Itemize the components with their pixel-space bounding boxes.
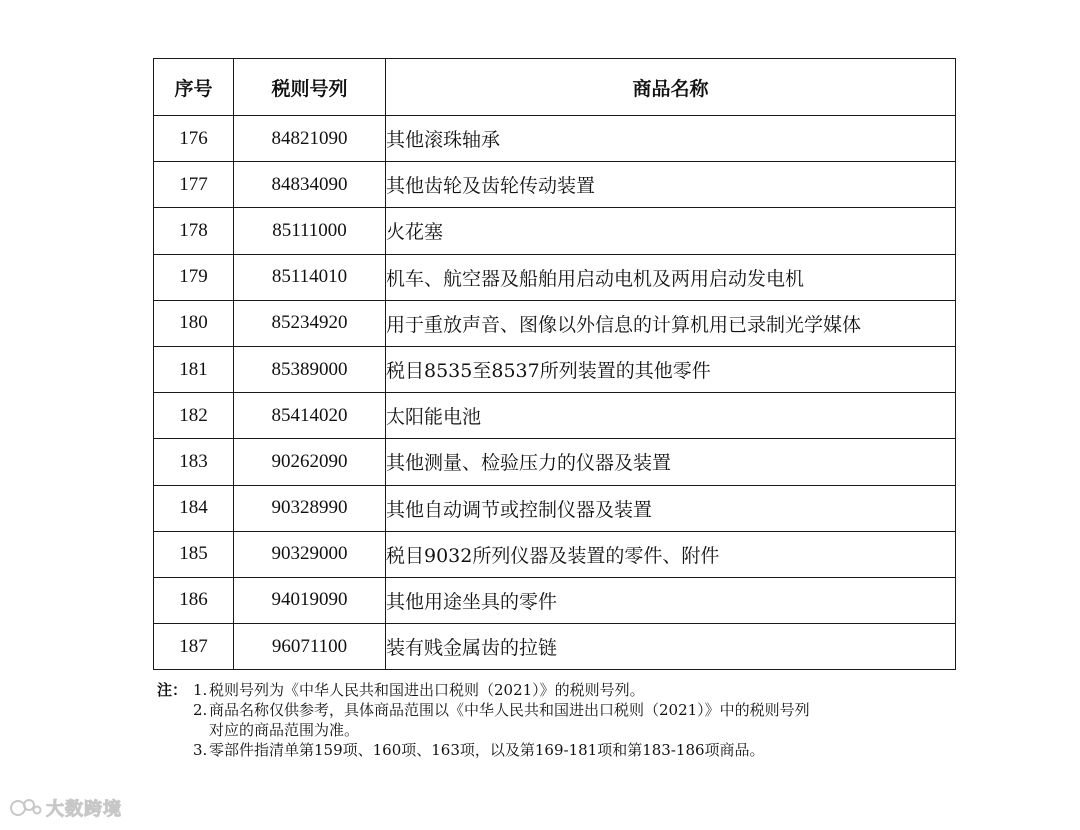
table-row <box>154 300 956 346</box>
note-number: 2. <box>193 701 208 719</box>
cell-seq: 178 <box>154 208 234 254</box>
brand-logo-icon <box>10 797 42 819</box>
cell-seq: 180 <box>154 300 234 346</box>
note-item <box>157 680 957 700</box>
cell-name: 税目9032所列仪器及装置的零件、附件 <box>386 531 956 577</box>
cell-code: 90262090 <box>234 439 386 485</box>
note-item <box>157 740 957 760</box>
table-row <box>154 485 956 531</box>
cell-seq: 186 <box>154 577 234 623</box>
cell-seq: 183 <box>154 439 234 485</box>
table-row <box>154 439 956 485</box>
cell-seq: 179 <box>154 254 234 300</box>
table-row <box>154 254 956 300</box>
notes-label: 注： <box>157 681 188 699</box>
notes-section <box>157 680 957 760</box>
cell-name: 其他用途坐具的零件 <box>386 577 956 623</box>
cell-name: 税目8535至8537所列装置的其他零件 <box>386 346 956 392</box>
header-seq: 序号 <box>154 59 234 116</box>
cell-name: 其他齿轮及齿轮传动装置 <box>386 162 956 208</box>
note-continuation <box>157 720 957 740</box>
cell-seq: 181 <box>154 346 234 392</box>
tariff-table-container <box>153 58 955 670</box>
cell-seq: 185 <box>154 531 234 577</box>
table-row <box>154 531 956 577</box>
cell-code: 85234920 <box>234 300 386 346</box>
cell-name: 机车、航空器及船舶用启动电机及两用启动发电机 <box>386 254 956 300</box>
cell-name: 其他滚珠轴承 <box>386 116 956 162</box>
cell-name: 装有贱金属齿的拉链 <box>386 624 956 670</box>
cell-name: 太阳能电池 <box>386 393 956 439</box>
cell-code: 94019090 <box>234 577 386 623</box>
header-name: 商品名称 <box>386 59 956 116</box>
cell-seq: 184 <box>154 485 234 531</box>
cell-code: 90328990 <box>234 485 386 531</box>
cell-name: 用于重放声音、图像以外信息的计算机用已录制光学媒体 <box>386 300 956 346</box>
watermark-text: 大数跨境 <box>46 799 122 820</box>
table-row <box>154 346 956 392</box>
cell-code: 84821090 <box>234 116 386 162</box>
table-row <box>154 208 956 254</box>
note-text: 税则号列为《中华人民共和国进出口税则（2021）》的税则号列。 <box>209 681 645 699</box>
cell-code: 85389000 <box>234 346 386 392</box>
cell-seq: 176 <box>154 116 234 162</box>
cell-code: 96071100 <box>234 624 386 670</box>
cell-code: 85414020 <box>234 393 386 439</box>
note-text-cont: 对应的商品范围为准。 <box>209 721 360 739</box>
note-number: 1. <box>193 681 208 699</box>
cell-name: 其他测量、检验压力的仪器及装置 <box>386 439 956 485</box>
table-row <box>154 577 956 623</box>
cell-seq: 187 <box>154 624 234 670</box>
note-text: 商品名称仅供参考，具体商品范围以《中华人民共和国进出口税则（2021）》中的税则号列 <box>209 701 810 719</box>
note-text: 零部件指清单第159项、160项、163项，以及第169-181项和第183-186项商品。 <box>209 741 765 759</box>
table-row <box>154 116 956 162</box>
cell-code: 90329000 <box>234 531 386 577</box>
table-row <box>154 393 956 439</box>
header-code: 税则号列 <box>234 59 386 116</box>
tariff-table <box>153 58 956 670</box>
watermark <box>10 796 122 820</box>
table-header-row <box>154 59 956 116</box>
cell-code: 85114010 <box>234 254 386 300</box>
cell-code: 84834090 <box>234 162 386 208</box>
note-number: 3. <box>193 741 208 759</box>
note-item <box>157 700 957 720</box>
cell-seq: 177 <box>154 162 234 208</box>
cell-seq: 182 <box>154 393 234 439</box>
table-row <box>154 162 956 208</box>
cell-name: 其他自动调节或控制仪器及装置 <box>386 485 956 531</box>
cell-name: 火花塞 <box>386 208 956 254</box>
table-row <box>154 624 956 670</box>
cell-code: 85111000 <box>234 208 386 254</box>
